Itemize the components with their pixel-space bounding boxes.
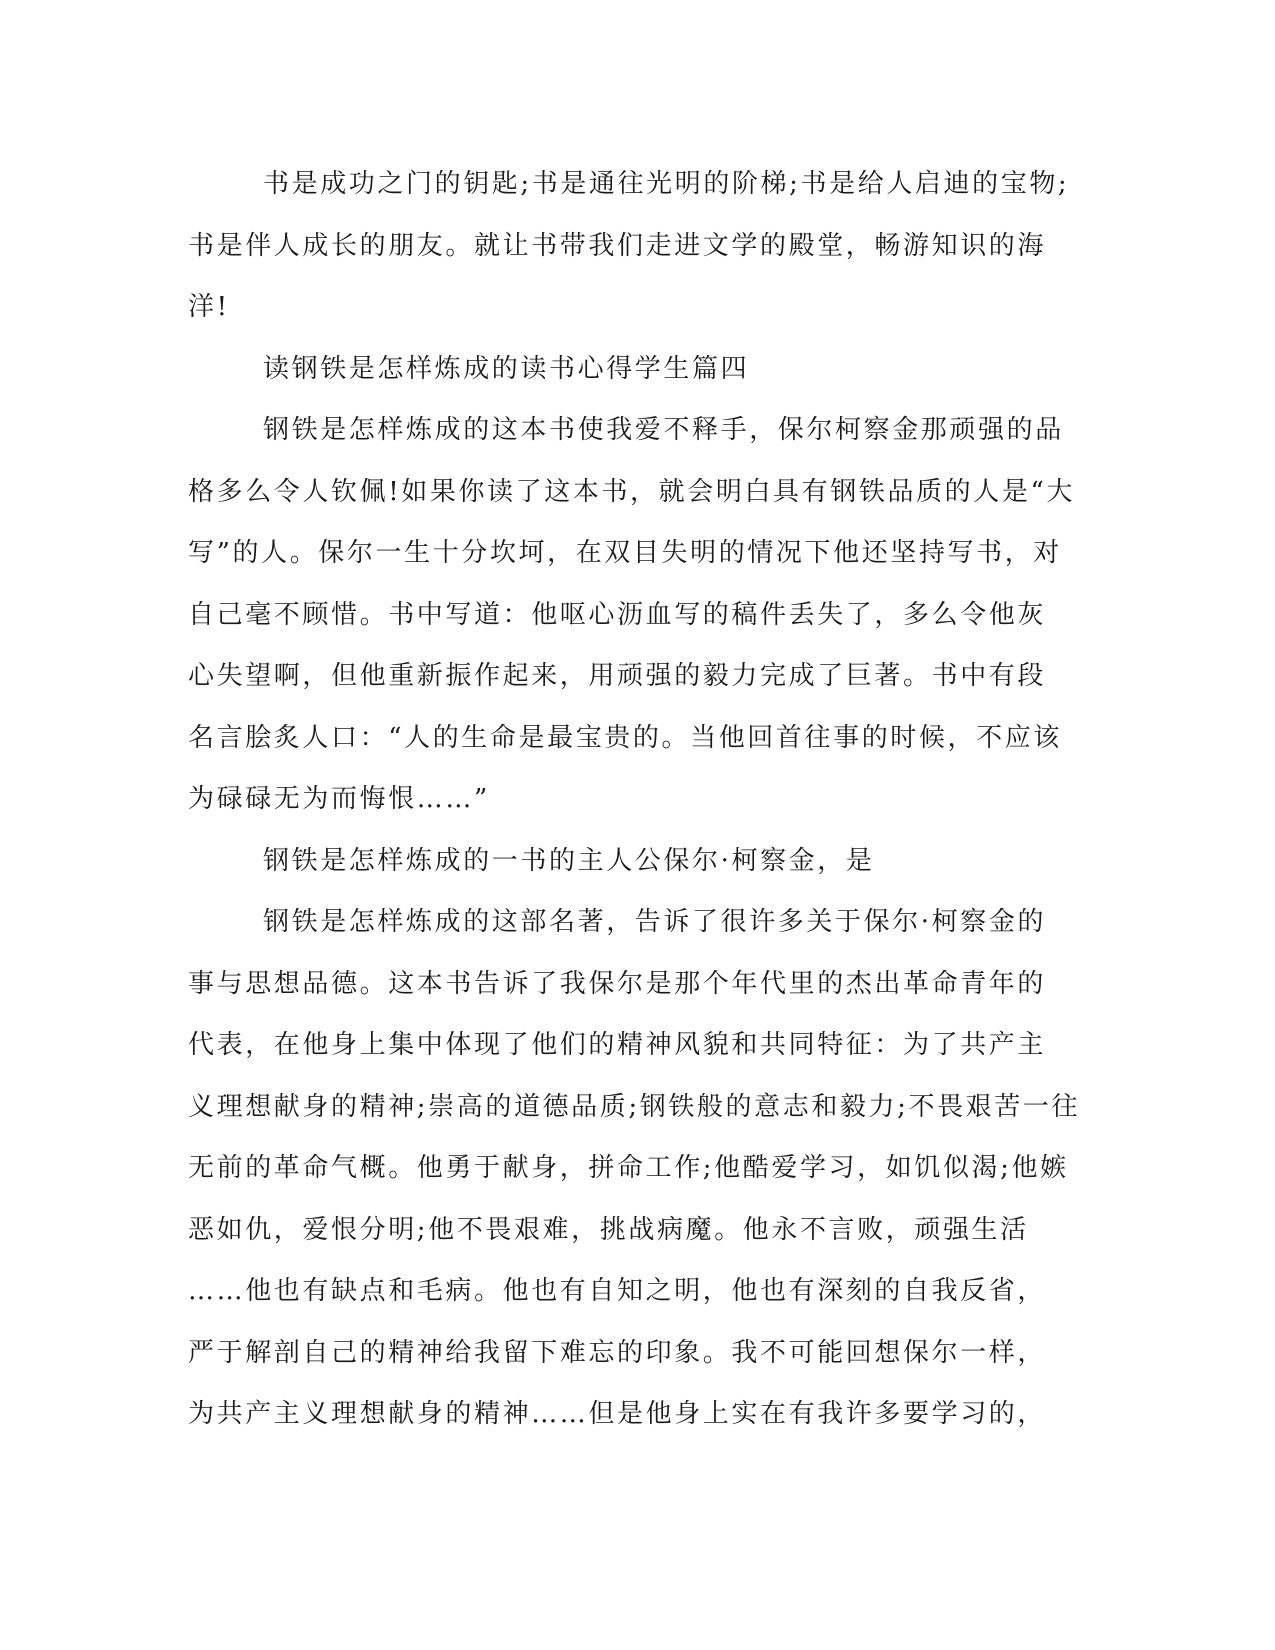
text-line: 自己毫不顾惜。书中写道：他呕心沥血写的稿件丢失了，多么令他灰 (188, 599, 1047, 630)
text-line: 代表，在他身上集中体现了他们的精神风貌和共同特征：为了共产主 (188, 1030, 1047, 1060)
text-line: ……他也有缺点和毛病。他也有自知之明，他也有深刻的自我反省， (188, 1276, 1047, 1306)
text-line: 心失望啊，但他重新振作起来，用顽强的毅力完成了巨著。书中有段 (188, 661, 1047, 691)
text-line: 无前的革命气概。他勇于献身，拼命工作;他酷爱学习，如饥似渴;他嫉 (188, 1153, 1069, 1183)
document-body (188, 154, 1083, 1446)
text-line: 义理想献身的精神;崇高的道德品质;钢铁般的意志和毅力;不畏艰苦一往 (188, 1091, 1081, 1122)
text-line: 为碌碌无为而悔恨……” (188, 784, 490, 814)
text-line: 为共产主义理想献身的精神……但是他身上实在有我许多要学习的， (188, 1399, 1047, 1429)
text-line: 恶如仇，爱恨分明;他不畏艰难，挑战病魔。他永不言败，顽强生活 (188, 1214, 1029, 1245)
paragraph-first-line: 读钢铁是怎样炼成的读书心得学生篇四 (263, 353, 750, 384)
text-line: 名言脍炙人口：“人的生命是最宝贵的。当他回首往事的时候，不应该 (188, 722, 1062, 753)
paragraph-first-line: 书是成功之门的钥匙;书是通往光明的阶梯;书是给人启迪的宝物; (263, 169, 1070, 199)
text-line: 格多么令人钦佩!如果你读了这本书，就会明白具有钢铁品质的人是“大 (188, 476, 1075, 507)
text-line: 写”的人。保尔一生十分坎坷，在双目失明的情况下他还坚持写书，对 (188, 538, 1062, 568)
paragraph-first-line: 钢铁是怎样炼成的这本书使我爱不释手，保尔柯察金那顽强的品 (263, 415, 1064, 445)
text-line: 严于解剖自己的精神给我留下难忘的印象。我不可能回想保尔一样， (188, 1337, 1047, 1368)
text-line: 书是伴人成长的朋友。就让书带我们走进文学的殿堂，畅游知识的海 (188, 230, 1047, 261)
text-line: 事与思想品德。这本书告诉了我保尔是那个年代里的杰出革命青年的 (188, 968, 1047, 999)
paragraph-first-line: 钢铁是怎样炼成的这部名著，告诉了很许多关于保尔·柯察金的 (263, 907, 1047, 937)
paragraph-first-line: 钢铁是怎样炼成的一书的主人公保尔·柯察金，是 (263, 845, 875, 876)
text-line: 洋! (188, 292, 230, 322)
